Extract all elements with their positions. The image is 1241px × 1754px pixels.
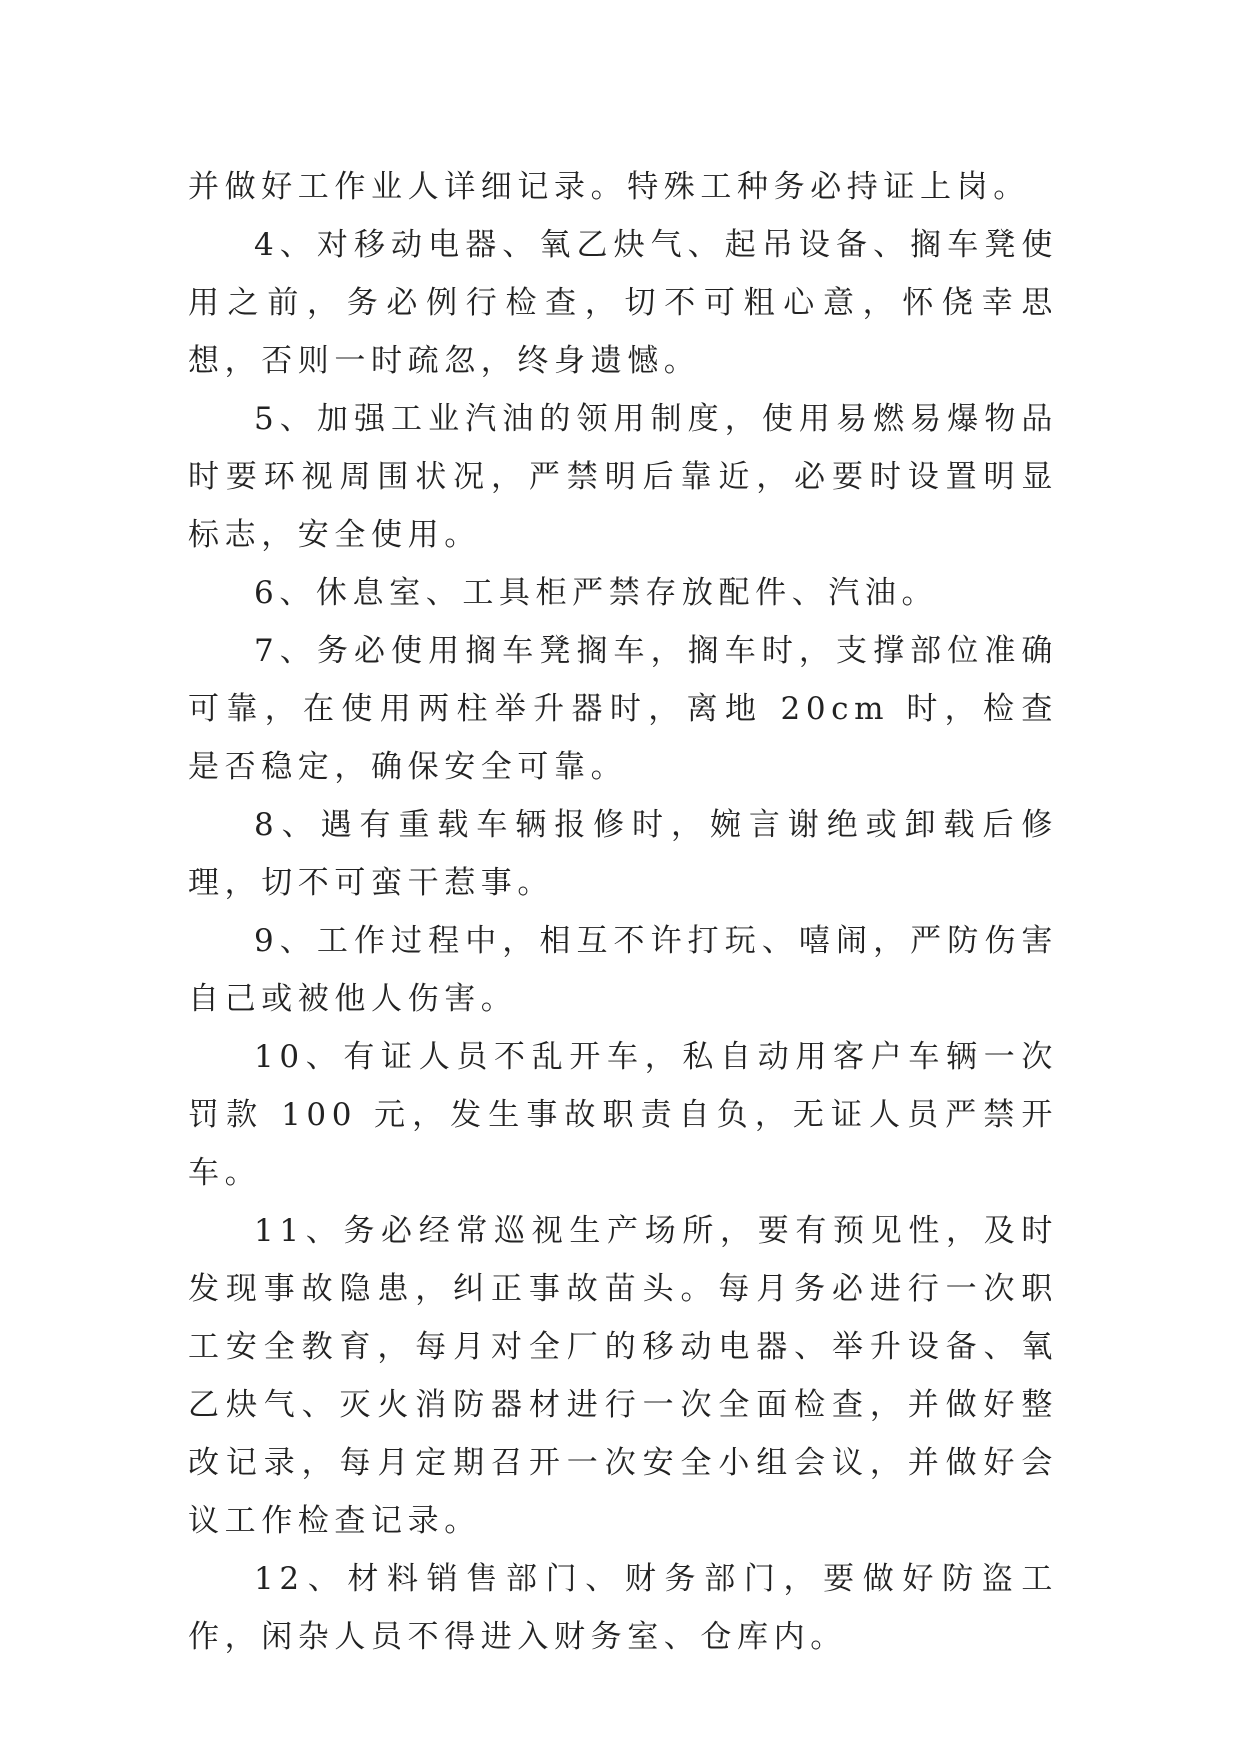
paragraph-item-12: 12、材料销售部门、财务部门，要做好防盗工作，闲杂人员不得进入财务室、仓库内。 [188, 1561, 1058, 1655]
paragraph-item-9: 9、工作过程中，相互不许打玩、嘻闹，严防伤害自己或被他人伤害。 [188, 923, 1058, 1017]
paragraph-item-7: 7、务必使用搁车凳搁车，搁车时，支撑部位准确可靠，在使用两柱举升器时，离地 20cm 时，检查是否稳定，确保安全可靠。 [188, 633, 1058, 785]
paragraph-item-4: 4、对移动电器、氧乙炔气、起吊设备、搁车凳使用之前，务必例行检查，切不可粗心意，怀侥幸思想，否则一时疏忽，终身遗憾。 [188, 227, 1058, 379]
paragraph-item-11: 11、务必经常巡视生产场所，要有预见性，及时发现事故隐患，纠正事故苗头。每月务必进行一次职工安全教育，每月对全厂的移动电器、举升设备、氧乙炔气、灭火消防器材进行一次全面检查，并做好整改记录，每月定期召开一次安全小组会议，并做好会议工作检查记录。 [188, 1213, 1058, 1539]
paragraph-item-10: 10、有证人员不乱开车，私自动用客户车辆一次罚款 100 元，发生事故职责自负，无证人员严禁开车。 [188, 1039, 1058, 1191]
paragraph-item-8: 8、遇有重载车辆报修时，婉言谢绝或卸载后修理，切不可蛮干惹事。 [188, 807, 1058, 901]
paragraph-item-5: 5、加强工业汽油的领用制度，使用易燃易爆物品时要环视周围状况，严禁明后靠近，必要时设置明显标志，安全使用。 [188, 401, 1058, 553]
paragraph-continuation: 并做好工作业人详细记录。特殊工种务必持证上岗。 [188, 169, 1030, 205]
document-body [188, 158, 1058, 1666]
paragraph-item-6: 6、休息室、工具柜严禁存放配件、汽油。 [254, 575, 939, 611]
